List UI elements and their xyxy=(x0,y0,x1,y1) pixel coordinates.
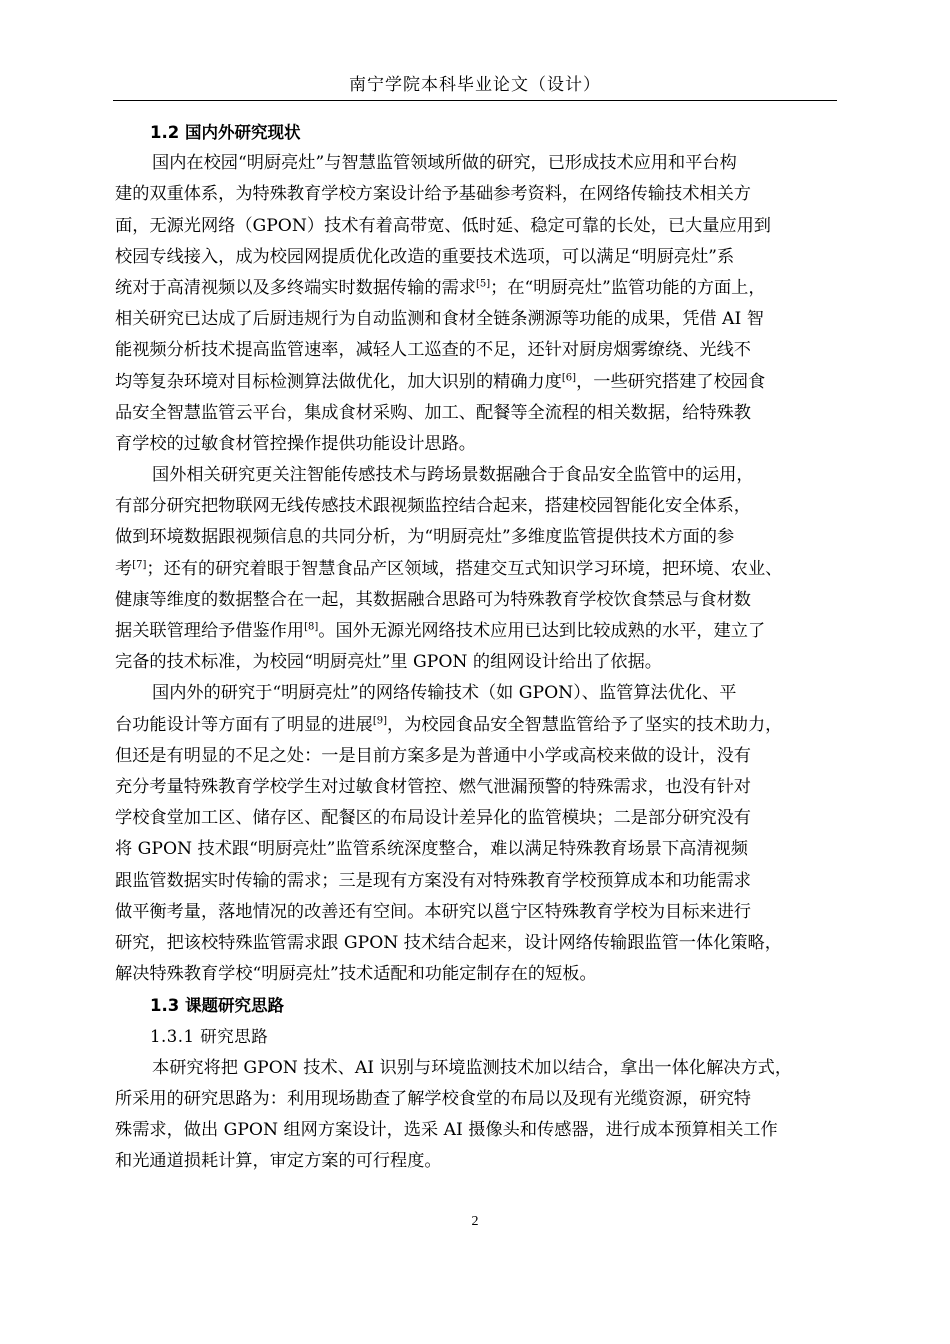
text-line: 学校食堂加工区、储存区、配餐区的布局设计差异化的监管模块；二是部分研究没有 xyxy=(115,808,751,829)
text-line: 国外相关研究更关注智能传感技术与跨场景数据融合于食品安全监管中的运用， xyxy=(152,465,754,486)
text-line: 解决特殊教育学校“明厨亮灶”技术适配和功能定制存在的短板。 xyxy=(115,964,597,985)
section-heading-1-3: 1.3 课题研究思路 xyxy=(150,996,284,1016)
text-run: 统对于高清视频以及多终端实时数据传输的需求 xyxy=(115,277,476,298)
text-line: 跟监管数据实时传输的需求；三是现有方案没有对特殊教育学校预算成本和功能需求 xyxy=(115,870,751,891)
text-line: 育学校的过敏食材管控操作提供功能设计思路。 xyxy=(115,433,476,454)
text-line: 和光通道损耗计算，审定方案的可行程度。 xyxy=(115,1151,442,1172)
text-line: 充分考量特殊教育学校学生对过敏食材管控、燃气泄漏预警的特殊需求，也没有针对 xyxy=(115,776,751,797)
text-line xyxy=(115,367,845,398)
paragraph-foreign-research xyxy=(115,460,845,678)
text-line: 所采用的研究思路为：利用现场勘查了解学校食堂的布局以及现有光缆资源，研究特 xyxy=(115,1088,751,1109)
citation-8: [8] xyxy=(304,621,319,633)
text-line: 相关研究已达成了后厨违规行为自动监测和食材全链条溯源等功能的成果，凭借 AI 智 xyxy=(115,309,764,330)
subsection-heading-1-3-1: 1.3.1 研究思路 xyxy=(150,1027,269,1047)
citation-9: [9] xyxy=(372,714,387,726)
citation-5: [5] xyxy=(475,278,491,290)
citation-7: [7] xyxy=(132,558,147,570)
text-run: 台功能设计等方面有了明显的进展 xyxy=(115,714,373,735)
text-line: 面，无源光网络（GPON）技术有着高带宽、低时延、稳定可靠的长处，已大量应用到 xyxy=(115,215,771,236)
text-line: 健康等维度的数据整合在一起，其数据融合思路可为特殊教育学校饮食禁忌与食材数 xyxy=(115,589,751,610)
text-run: 。国外无源光网络技术应用已达到比较成熟的水平，建立了 xyxy=(318,621,766,641)
text-line: 国内外的研究于“明厨亮灶”的网络传输技术（如 GPON）、监管算法优化、平 xyxy=(152,683,737,704)
text-run: 考 xyxy=(115,558,133,579)
text-run: 均等复杂环境对目标检测算法做优化，加大识别的精确力度 xyxy=(115,371,562,392)
text-line: 做平衡考量，落地情况的改善还有空间。本研究以邕宁区特殊教育学校为目标来进行 xyxy=(115,901,751,922)
text-line xyxy=(115,710,845,741)
text-run: ；还有的研究着眼于智慧食品产区领域，搭建交互式知识学习环境，把环境、农业、 xyxy=(146,558,783,579)
text-line: 国内在校园“明厨亮灶”与智慧监管领域所做的研究，已形成技术应用和平台构 xyxy=(152,153,737,174)
paragraph-research-gaps xyxy=(115,678,845,990)
citation-6: [6] xyxy=(561,371,577,383)
text-run: ；在“明厨亮灶”监管功能的方面上， xyxy=(490,277,766,298)
text-line xyxy=(115,616,845,647)
text-line xyxy=(115,273,845,304)
text-run: ，为校园食品安全智慧监管给予了坚实的技术助力， xyxy=(387,714,783,735)
paragraph-domestic-research xyxy=(115,148,845,460)
text-line: 做到环境数据跟视频信息的共同分析，为“明厨亮灶”多维度监管提供技术方面的参 xyxy=(115,527,735,548)
text-line: 本研究将把 GPON 技术、AI 识别与环境监测技术加以结合，拿出一体化解决方式， xyxy=(152,1057,793,1078)
text-line: 但还是有明显的不足之处：一是目前方案多是为普通中小学或高校来做的设计，没有 xyxy=(115,745,751,766)
text-line: 有部分研究把物联网无线传感技术跟视频监控结合起来，搭建校园智能化安全体系， xyxy=(115,496,751,517)
text-line xyxy=(115,554,845,585)
text-line: 建的双重体系，为特殊教育学校方案设计给予基础参考资料，在网络传输技术相关方 xyxy=(115,184,751,205)
text-run: ，一些研究搭建了校园食 xyxy=(576,371,766,392)
header-rule xyxy=(113,100,837,101)
text-line: 能视频分析技术提高监管速率，减轻人工巡查的不足，还针对厨房烟雾缭绕、光线不 xyxy=(115,340,751,361)
text-line: 校园专线接入，成为校园网提质优化改造的重要技术选项，可以满足“明厨亮灶”系 xyxy=(115,246,735,267)
running-header: 南宁学院本科毕业论文（设计） xyxy=(349,75,601,95)
text-line: 研究，把该校特殊监管需求跟 GPON 技术结合起来，设计网络传输跟监管一体化策略， xyxy=(115,932,782,953)
page-body xyxy=(115,117,845,1177)
text-line: 品安全智慧监管云平台，集成食材采购、加工、配餐等全流程的相关数据，给特殊教 xyxy=(115,402,751,423)
section-heading-1-2: 1.2 国内外研究现状 xyxy=(150,123,301,142)
text-line: 殊需求，做出 GPON 组网方案设计，选采 AI 摄像头和传感器，进行成本预算相关工作 xyxy=(115,1120,778,1140)
paragraph-research-approach xyxy=(115,1053,845,1178)
text-line: 将 GPON 技术跟“明厨亮灶”监管系统深度整合，难以满足特殊教育场景下高清视频 xyxy=(115,839,748,860)
text-run: 据关联管理给予借鉴作用 xyxy=(115,621,305,641)
page-number: 2 xyxy=(471,1214,479,1229)
text-line: 完备的技术标准，为校园“明厨亮灶”里 GPON 的组网设计给出了依据。 xyxy=(115,652,662,673)
